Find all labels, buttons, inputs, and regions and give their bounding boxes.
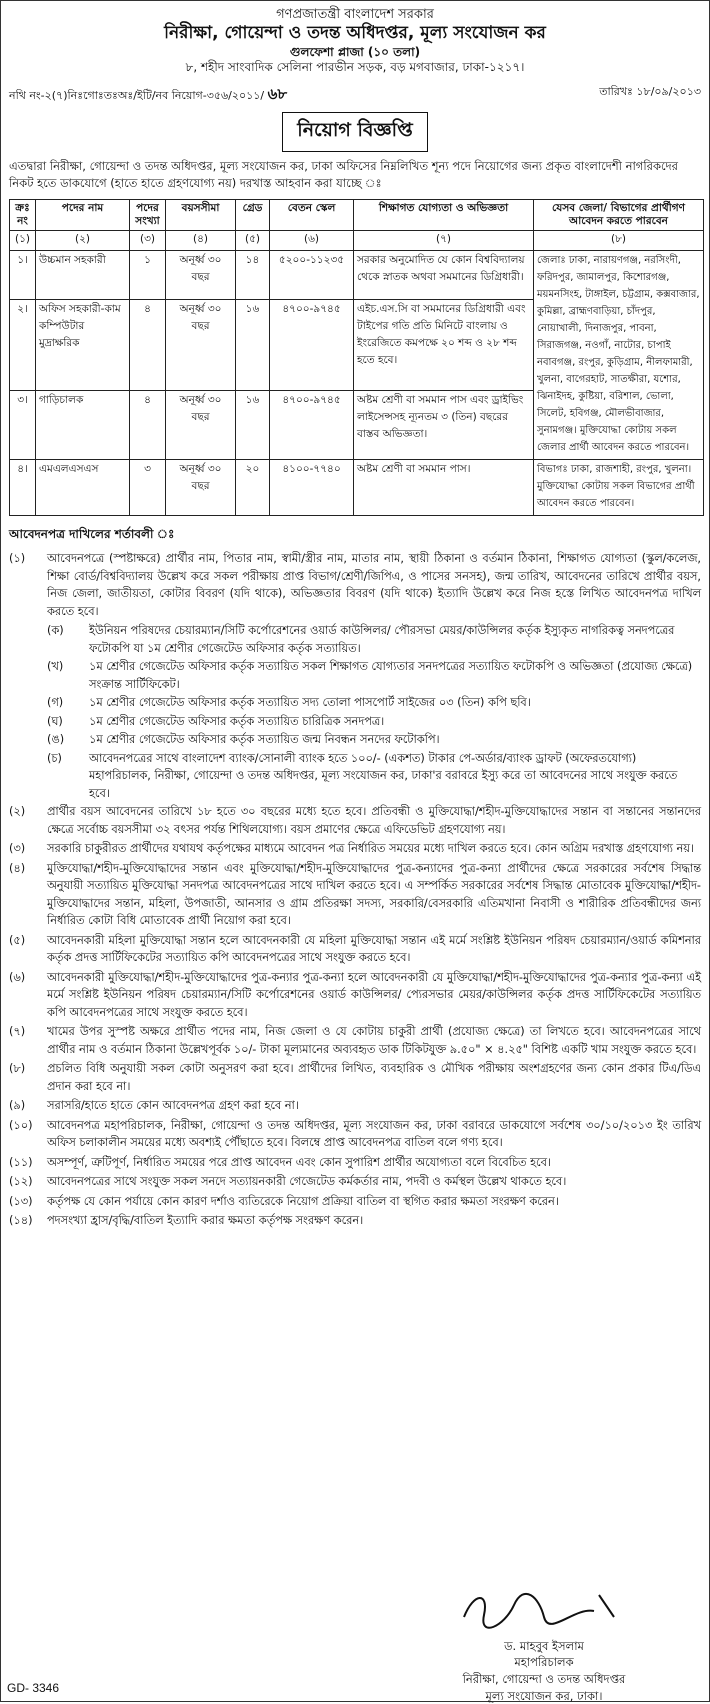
sub-condition-item [47,658,701,693]
condition-number: (১১) [9,1155,33,1169]
condition-number: (৬) [9,970,26,984]
condition-number: (৮) [9,1062,26,1076]
column-number: (১) [10,231,36,251]
serial-cell: ১। [10,251,36,300]
sub-condition-number: (ক) [47,624,64,638]
condition-text: সরকারি চাকুরীরত প্রার্থীদের যথাযথ কর্তৃপক্ষের মাধ্যমে আবেদন পত্র নির্ধারিত সময়ের মধ্যে দাখিল করতে হবে। কোন অগ্রিম দরখাস্ত গ্রহণযোগ্য নয়। [47,842,694,856]
serial-cell: ৩। [10,390,36,460]
condition-item [9,1173,701,1191]
condition-item [9,1117,701,1152]
sub-condition-item [47,622,701,657]
condition-number: (২) [9,805,26,819]
scale-cell: ৪৭০০-৯৭৪৫ [270,390,354,460]
condition-number: (১৪) [9,1214,33,1228]
building-name: গুলফেশা প্লাজা (১০ তলা) [289,44,421,59]
post-cell: উচ্চমান সহকারী [36,251,130,300]
count-cell: ৪ [130,390,166,460]
letterhead [9,7,701,75]
condition-item [9,550,701,620]
condition-text: আবেদনকারী মুক্তিযোদ্ধা/শহীদ-মুক্তিযোদ্ধাদের পুত্র-কন্যার পুত্র-কন্যা হলে আবেদনকারী যে মুক্তিযোদ্ধা/শহীদ-মুক্তিযোদ্ধাদের পুত্র-কন্যার পুত্র-কন্যা এই মর্মে সংশ্লিষ্ট ইউনিয়ন পরিষদ চেয়ারম্যান/সিটি কর্পোরেশনের ওয়ার্ড কাউন্সিলর/ প্যেরসভার মেয়র/কাউন্সিলর কর্তৃক প্রদত্ত সার্টিফিকেটের সত্যায়িত কপি আবেদনপত্রের সাথে সংযুক্ত করতে হবে। [47,970,701,1019]
signature-block [419,1587,669,1704]
condition-item [9,1023,701,1058]
sub-condition-number: (চ) [47,751,62,765]
vacancy-table [9,199,704,516]
grade-cell: ১৬ [236,390,270,460]
condition-text: পদসংখ্যা হ্রাস/বৃদ্ধি/বাতিল ইত্যাদি করার ক্ষমতা কর্তৃপক্ষ সংরক্ষণ করেন। [47,1214,364,1228]
age-cell: অনূর্ধ্ব ৩০ বছর [166,299,236,390]
sub-condition-item [47,731,701,749]
sub-condition-number: (ঙ) [47,733,65,747]
qualification-cell: অষ্টম শ্রেণী বা সমমান পাস। [354,460,534,516]
condition-number: (৩) [9,842,26,856]
sub-condition-number: (গ) [47,696,64,710]
table-row [10,251,704,300]
office-name: নিরীক্ষা, গোয়েন্দা ও তদন্ত অধিদপ্তর, মূল্য সংযোজন কর [164,23,546,44]
column-number: (৩) [130,231,166,251]
condition-item [9,969,701,1022]
column-number: (৭) [354,231,534,251]
post-cell: গাড়িচালক [36,390,130,460]
column-number-row [10,231,704,251]
header-cell: পদের নাম [36,200,130,231]
condition-number: (১৩) [9,1194,33,1208]
memo-handwritten: ৬৮ [267,84,288,103]
intro-paragraph: এতদ্বারা নিরীক্ষা, গোয়েন্দা ও তদন্ত অধিদপ্তর, মূল্য সংযোজন কর, ঢাকা অফিসের নিম্নলিখিত শূন্য পদে নিয়োগের জন্য প্রকৃত বাংলাদেশী নাগরিকদের নিকট হতে ডাকযোগে (হাতে হাতে গ্রহণযোগ্য নয়) দরখাস্ত আহবান করা যাচ্ছে ঃ [9,158,678,191]
grade-cell: ১৪ [236,251,270,300]
column-number: (৫) [236,231,270,251]
age-cell: অনূর্ধ্ব ৩০ বছর [166,251,236,300]
sub-condition-item [47,694,701,712]
condition-text: আবেদনপত্র মহাপরিচালক, নিরীক্ষা, গোয়েন্দা ও তদন্ত অধিদপ্তর, মূল্য সংযোজন কর, ঢাকা বরাবরে ডাকযোগে সর্বশেষ ৩০/১০/২০১৩ ইং তারিখ অফিস চলাকালীন সময়ের মধ্যে অবশ্যই পৌঁছাতে হবে। বিলম্বে প্রাপ্ত আবেদনপত্র বাতিল বলে গণ্য হবে। [47,1118,701,1150]
header-cell: ক্রঃ নং [10,200,36,231]
condition-item [9,1097,701,1115]
scale-cell: ৪৭০০-৯৭৪৫ [270,299,354,390]
table-header-row [10,200,704,231]
condition-item [9,1060,701,1095]
sub-condition-text: ইউনিয়ন পরিষদের চেয়ারম্যান/সিটি কর্পোরেশনের ওয়ার্ড কাউন্সিলর/ পৌরসভা মেয়র/কাউন্সিলর কর্তৃক ইস্যুকৃত নাগরিকত্ব সনদপত্রের ফটোকপি যা ১ম শ্রেণীর গেজেটেড অফিসার কর্তৃক সত্যায়িত। [89,624,675,655]
condition-number: (৭) [9,1025,26,1039]
grade-cell: ১৬ [236,299,270,390]
column-number: (৬) [270,231,354,251]
page-title: নিয়োগ বিজ্ঞপ্তি [282,112,427,152]
sub-condition-number: (ঘ) [47,714,63,728]
signature-scribble-icon [444,1587,644,1633]
signatory-org-line2: মূল্য সংযোজন কর, ঢাকা। [485,1688,603,1703]
condition-text: আবেদনপত্রের সাথে সংযুক্ত সকল সনদে সত্যায়নকারী গেজেটেড কর্মকর্তার নাম, পদবী ও কর্মস্থল উল্লেখ থাকতে হবে। [47,1175,567,1189]
column-number: (২) [36,231,130,251]
condition-item [9,1193,701,1211]
condition-text: প্রার্থীর বয়স আবেদনের তারিখে ১৮ হতে ৩০ বছরের মধ্যে হতে হবে। প্রতিবন্ধী ও মুক্তিযোদ্ধা/শহীদ-মুক্তিযোদ্ধাদের সন্তান বা সন্তানের সন্তানদের ক্ষেত্রে সর্বোচ্চ বয়সসীমা ৩২ বৎসর পর্যন্ত শিথিলযোগ্য। বয়স প্রমাণের ক্ষেত্রে এফিডেভিট গ্রহণযোগ্য নয়। [47,805,701,836]
conditions-title: আবেদনপত্র দাখিলের শর্তাবলী ঃ [9,527,175,542]
district-cell: জেলাঃ ঢাকা, নারায়ণগঞ্জ, নরসিংদী, ফরিদপুর, জামালপুর, কিশোরগঞ্জ, ময়মনসিংহ, টাঙ্গাইল, চট্টগ্রাম, কক্সবাজার, কুমিল্লা, ব্রাহ্মণবাড়িয়া, চাঁদপুর, নোয়াখালী, দিনাজপুর, পাবনা, সিরাজগঞ্জ, নওগাঁ, নাটোর, চাপাই নবাবগঞ্জ, রংপুর, কুড়িগ্রাম, নীলফামারী, খুলনা, বাগেরহাট, সাতক্ষীরা, যশোর, ঝিনাইদহ, কুষ্টিয়া, বরিশাল, ভোলা, সিলেট, হবিগঞ্জ, মৌলভীবাজার, সুনামগঞ্জ। মুক্তিযোদ্ধা কোটায় সকল জেলার প্রার্থী আবেদন করতে পারবেন। [534,251,704,460]
scale-cell: ৫২০০-১১২৩৫ [270,251,354,300]
signatory-name: ড. মাহবুব ইসলাম [504,1638,584,1653]
sub-condition-item [47,713,701,731]
scale-cell: ৪১০০-৭৭৪০ [270,460,354,516]
post-cell: এমএলএসএস [36,460,130,516]
notice-date: তারিখঃ ১৮/০৯/২০১৩ [599,84,701,98]
condition-item [9,840,701,858]
government-name: গণপ্রজাতন্ত্রী বাংলাদেশ সরকার [276,7,434,22]
serial-cell: ৪। [10,460,36,516]
header-cell: শিক্ষাগত যোগ্যতা ও অভিজ্ঞতা [354,200,534,231]
sub-condition-text: আবেদনপত্রের সাথে বাংলাদেশ ব্যাংক/সোনালী ব্যাংক হতে ১০০/- (একশত) টাকার পে-অর্ডার/ব্যাংক ড্রাফট (অফেরতযোগ্য) মহাপরিচালক, নিরীক্ষা, গোয়েন্দা ও তদন্ত অধিদপ্তর, মূল্য সংযোজন কর, ঢাকা'র বরাবরে ইস্যু করে তা আবেদনের সাথে সংযুক্ত করতে হবে। [89,751,678,800]
condition-text: অসম্পূর্ণ, ত্রুটিপূর্ণ, নির্ধারিত সময়ের পরে প্রাপ্ত আবেদন এবং কোন সুপারিশ প্রার্থীর অযোগ্যতা বলে বিবেচিত হবে। [47,1155,551,1169]
condition-number: (১০) [9,1118,33,1132]
header-cell: গ্রেড [236,200,270,231]
age-cell: অনূর্ধ্ব ৩০ বছর [166,460,236,516]
count-cell: ১ [130,251,166,300]
header-cell: যেসব জেলা/ বিভাগের প্রার্থীগণ আবেদন করতে পারবেন [534,200,704,231]
condition-text: কর্তৃপক্ষ যে কোন পর্যায়ে কোন কারণ দর্শাও ব্যতিরেকে নিয়োগ প্রক্রিয়া বাতিল বা স্থগিত করার ক্ষমতা সংরক্ষণ করেন। [47,1194,559,1208]
condition-text: আবেদনপত্রে (স্পষ্টাক্ষরে) প্রার্থীর নাম, পিতার নাম, স্বামী/স্ত্রীর নাম, মাতার নাম, স্থায়ী ঠিকানা ও বর্তমান ঠিকানা, শিক্ষাগত যোগ্যতা (স্কুল/কলেজ, শিক্ষা বোর্ড/বিশ্ববিদ্যালয় উল্লেখ করে সকল পরীক্ষায় প্রাপ্ত বিভাগ/শ্রেণী/জিপিএ, ও পাসের সনসহ), জন্ম তারিখ, আবেদনের তারিখে প্রার্থীর বয়স, নিজ জেলা, জাতীয়তা, কোটার বিবরণ (যদি থাকে), অভিজ্ঞতার বিবরণ (যদি থাকে) ইত্যাদি উল্লেখ করে নিজ হস্তে লিখিত আবেদনপত্র দাখিল করতে হবে। [47,552,701,618]
column-number: (৮) [534,231,704,251]
sub-condition-text: ১ম শ্রেণীর গেজেটেড অফিসার কর্তৃক সত্যায়িত চারিত্রিক সনদপত্র। [89,714,385,728]
table-row [10,460,704,516]
condition-number: (১) [9,552,26,566]
condition-item [9,803,701,838]
qualification-cell: অষ্টম শ্রেণী বা সমমান পাস এবং ড্রাইভিং লাইসেন্সসহ ন্যূনতম ৩ (তিন) বছরের বাস্তব অভিজ্ঞতা। [354,390,534,460]
district-cell: বিভাগঃ ঢাকা, রাজশাহী, রংপুর, খুলনা। মুক্তিযোদ্ধা কোটায় সকল বিভাগের প্রার্থী আবেদন করতে পারবেন। [534,460,704,516]
sub-condition-text: ১ম শ্রেণীর গেজেটেড অফিসার কর্তৃক সত্যায়িত সকল শিক্ষাগত যোগ্যতার সনদপত্রের সত্যায়িত ফটোকপি ও অভিজ্ঞতা (প্রযোজ্য ক্ষেত্রে) সংক্রান্ত সার্টিফিকেট। [89,660,693,691]
condition-text: খামের উপর সুস্পষ্ট অক্ষরে প্রার্থীত পদের নাম, নিজ জেলা ও যে কোটায় চাকুরী প্রার্থী (প্রযোজ্য ক্ষেত্রে) তা লিখতে হবে। আবেদনপত্রের সাথে প্রার্থীর নাম ও বর্তমান ঠিকানা উল্লেখপূর্বক ১০/- টাকা মূল্যমানের অব্যবহৃত ডাক টিকিটযুক্ত ৯.৫০" × ৪.২৫" বিশিষ্ট একটি খাম সংযুক্ত করতে হবে। [47,1025,701,1056]
condition-number: (১২) [9,1175,33,1189]
sub-condition-text: ১ম শ্রেণীর গেজেটেড অফিসার কর্তৃক সত্যায়িত জন্ম নিবন্ধন সনদের ফটোকপি। [89,733,440,747]
sub-condition-item [47,750,701,803]
header-cell: পদের সংখ্যা [130,200,166,231]
header-cell: বয়সসীমা [166,200,236,231]
condition-item [9,1212,701,1230]
condition-number: (৪) [9,861,26,875]
serial-cell: ২। [10,299,36,390]
column-number: (৪) [166,231,236,251]
condition-number: (৫) [9,933,26,947]
header-cell: বেতন স্কেল [270,200,354,231]
qualification-cell: সরকার অনুমোদিত যে কোন বিশ্ববিদ্যালয় থেকে স্নাতক অথবা সমমানের ডিগ্রিধারী। [354,251,534,300]
memo-number [9,83,287,108]
condition-text: মুক্তিযোদ্ধা/শহীদ-মুক্তিযোদ্ধাদের সন্তান এবং মুক্তিযোদ্ধা/শহীদ-মুক্তিযোদ্ধাদের পুত্র-কন্যাদের পুত্র-কন্যা প্রার্থীদের ক্ষেত্রে সরকারের সর্বশেষ সিদ্ধান্ত অনুযায়ী সত্যায়িত মুক্তিযোদ্ধা সনদপত্র আবেদনপত্রের সাথে দাখিল করতে হবে। এ সম্পর্কিত সরকারের সর্বশেষ সিদ্ধান্ত মোতাবেক মুক্তিযোদ্ধা/শহীদ-মুক্তিযোদ্ধাদের সন্তান, মহিলা, উপজাতী, আনসার ও গ্রাম প্রতিরক্ষা সদস্য, সরকারি/বেসরকারি এতিমখানা নিবাসী ও শারীরিক প্রতিবন্ধীদের জন্য নির্ধারিত কোটা বিধি মোতাবেক প্রার্থী নিয়োগ করা হবে। [47,861,701,928]
condition-item [9,860,701,930]
grade-cell: ২০ [236,460,270,516]
signatory-designation: মহাপরিচালক [514,1655,574,1670]
sub-condition-text: ১ম শ্রেণীর গেজেটেড অফিসার কর্তৃক সত্যায়িত সদ্য তোলা পাসপোর্ট সাইজের ০৩ (তিন) কপি ছবি। [89,696,531,710]
reference-row [9,83,701,108]
condition-text: সরাসরি/হাতে হাতে কোন আবেদনপত্র গ্রহণ করা হবে না। [47,1099,299,1113]
condition-item [9,1154,701,1172]
sub-condition-number: (খ) [47,660,64,674]
count-cell: ৪ [130,299,166,390]
advert-code: GD- 3346 [7,1681,60,1695]
qualification-cell: এইচ.এস.সি বা সমমানের ডিগ্রিধারী এবং টাইপের গতি প্রতি মিনিটে বাংলায় ও ইংরেজিতে কমপক্ষে ২০ শব্দ ও ২৮ শব্দ হতে হবে। [354,299,534,390]
signatory-org: নিরীক্ষা, গোয়েন্দা ও তদন্ত অধিদপ্তর [462,1672,626,1687]
age-cell: অনূর্ধ্ব ৩০ বছর [166,390,236,460]
condition-text: প্রচলিত বিধি অনুযায়ী সকল কোটা অনুসরণ করা হবে। প্রার্থীদের লিখিত, ব্যবহারিক ও মৌখিক পরীক্ষায় অংশগ্রহণের জন্য কোন প্রকার টিএ/ডিএ প্রদান করা হবে না। [47,1062,701,1093]
post-cell: অফিস সহকারী-কাম কম্পিউটার মুদ্রাক্ষরিক [36,299,130,390]
memo-text: নথি নং-২(৭)নিঃগোঃতঃঅঃ/ইটি/নব নিয়োগ-৩৫৬/২০১১/ [9,88,265,102]
condition-item [9,932,701,967]
condition-text: আবেদনকারী মহিলা মুক্তিযোদ্ধা সন্তান হলে আবেদনকারী যে মহিলা মুক্তিযোদ্ধা সন্তান এই মর্মে সংশ্লিষ্ট ইউনিয়ন পরিষদ চেয়ারম্যান/ওয়ার্ড কমিশনার কর্তৃক প্রদত্ত সার্টিফিকেটের সত্যায়িত কপি আবেদনপত্রের সাথে সংযুক্ত করতে হবে। [47,933,701,965]
office-address: ৮, শহীদ সাংবাদিক সেলিনা পারভীন সড়ক, বড় মগবাজার, ঢাকা-১২১৭। [185,59,525,74]
condition-number: (৯) [9,1099,26,1113]
count-cell: ৩ [130,460,166,516]
